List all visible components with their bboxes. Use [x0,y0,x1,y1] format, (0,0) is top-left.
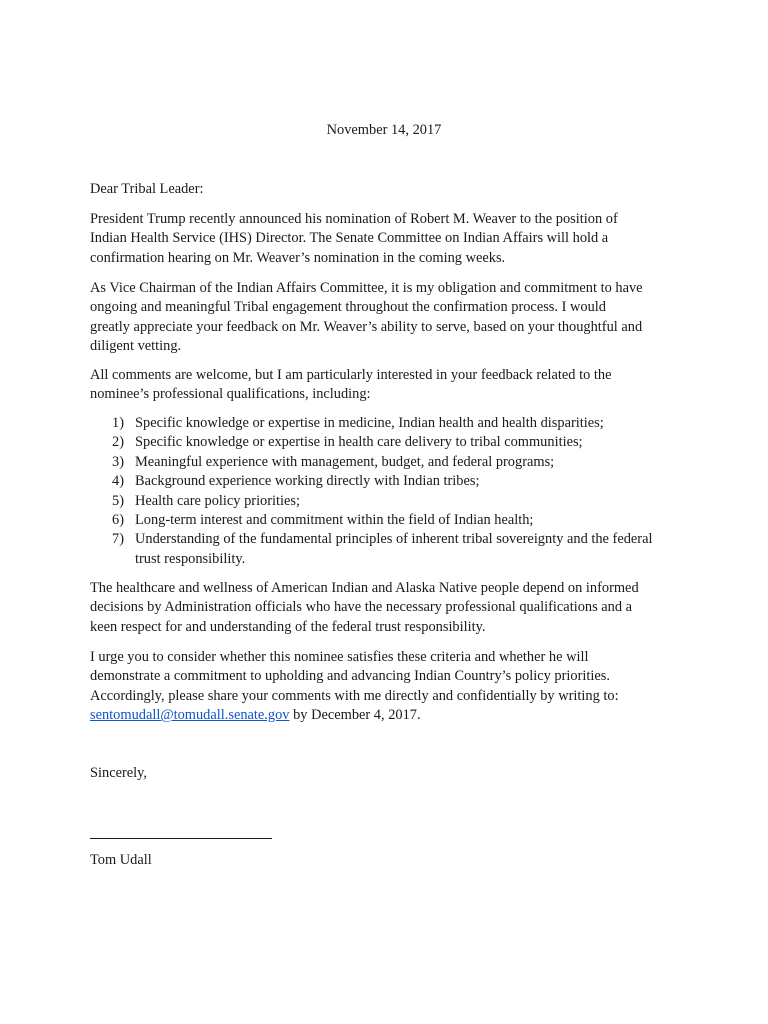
list-item-number: 6) [112,512,124,529]
list-item-line: Long-term interest and commitment within the field of Indian health; [135,512,534,529]
paragraph-line: greatly appreciate your feedback on Mr. Weaver’s ability to serve, based on your thoughtful and [90,318,643,335]
paragraph-comments-welcome [90,366,690,405]
list-item-line: Health care policy priorities; [135,492,301,509]
list-item [90,472,690,491]
list-item [90,414,690,433]
list-item [90,433,690,452]
list-item-text [135,472,690,491]
list-item-line: Understanding of the fundamental principles of inherent tribal sovereignty and the federal [135,531,653,548]
signature-line [90,838,272,839]
paragraph-line: diligent vetting. [90,338,182,355]
list-item-line: Specific knowledge or expertise in medicine, Indian health and health disparities; [135,415,604,431]
paragraph-tribal-engagement [90,279,690,357]
paragraph-line: keen respect for and understanding of the federal trust responsibility. [90,618,486,635]
qualifications-list [90,414,690,569]
list-item-number: 3) [112,453,124,470]
paragraph-line-email [90,706,690,725]
list-item [90,530,690,569]
list-item-number: 1) [112,415,124,431]
letter-date: November 14, 2017 [326,122,442,138]
list-item-text [135,511,690,530]
list-item-number: 2) [112,434,124,451]
paragraph-line: All comments are welcome, but I am particularly interested in your feedback related to the [90,367,612,383]
list-item [90,492,690,511]
paragraph-line: Indian Health Service (IHS) Director. The Senate Committee on Indian Affairs will hold a [90,230,609,247]
list-item-line: Specific knowledge or expertise in health care delivery to tribal communities; [135,434,583,451]
paragraph-line: decisions by Administration officials who have the necessary professional qualifications and a [90,599,633,616]
paragraph-request-comments [90,648,690,726]
list-item-line: trust responsibility. [135,550,246,567]
salutation: Dear Tribal Leader: [90,181,204,197]
paragraph-line: The healthcare and wellness of American Indian and Alaska Native people depend on informed [90,580,639,596]
list-item-number: 4) [112,473,124,490]
list-item [90,511,690,530]
list-item-number: 5) [112,492,124,509]
closing: Sincerely, [90,765,148,781]
list-item-line: Background experience working directly with Indian tribes; [135,473,480,490]
deadline-text: by December 4, 2017. [289,707,421,724]
list-item [90,453,690,472]
paragraph-line: President Trump recently announced his nomination of Robert M. Weaver to the position of [90,211,618,227]
paragraph-line: As Vice Chairman of the Indian Affairs Committee, it is my obligation and commitment to have [90,280,643,296]
email-link[interactable]: sentomudall@tomudall.senate.gov [90,707,290,724]
list-item-text [135,433,690,452]
list-item-number: 7) [112,531,124,548]
paragraph-nomination-announcement [90,210,690,268]
paragraph-line: ongoing and meaningful Tribal engagement throughout the confirmation process. I would [90,299,606,316]
list-item-text [135,453,690,472]
list-item-line: Meaningful experience with management, budget, and federal programs; [135,453,555,470]
paragraph-line: I urge you to consider whether this nominee satisfies these criteria and whether he will [90,649,589,665]
paragraph-line: Accordingly, please share your comments with me directly and confidentially by writing to: [90,687,619,704]
paragraph-line: confirmation hearing on Mr. Weaver’s nomination in the coming weeks. [90,249,506,266]
list-item-text [135,414,690,433]
list-item-text [135,492,690,511]
signer-name: Tom Udall [90,852,152,868]
paragraph-line: nominee’s professional qualifications, including: [90,386,371,403]
paragraph-healthcare-wellness [90,579,690,637]
paragraph-line: demonstrate a commitment to upholding and advancing Indian Country’s policy priorities. [90,668,610,685]
list-item-text [135,530,690,569]
